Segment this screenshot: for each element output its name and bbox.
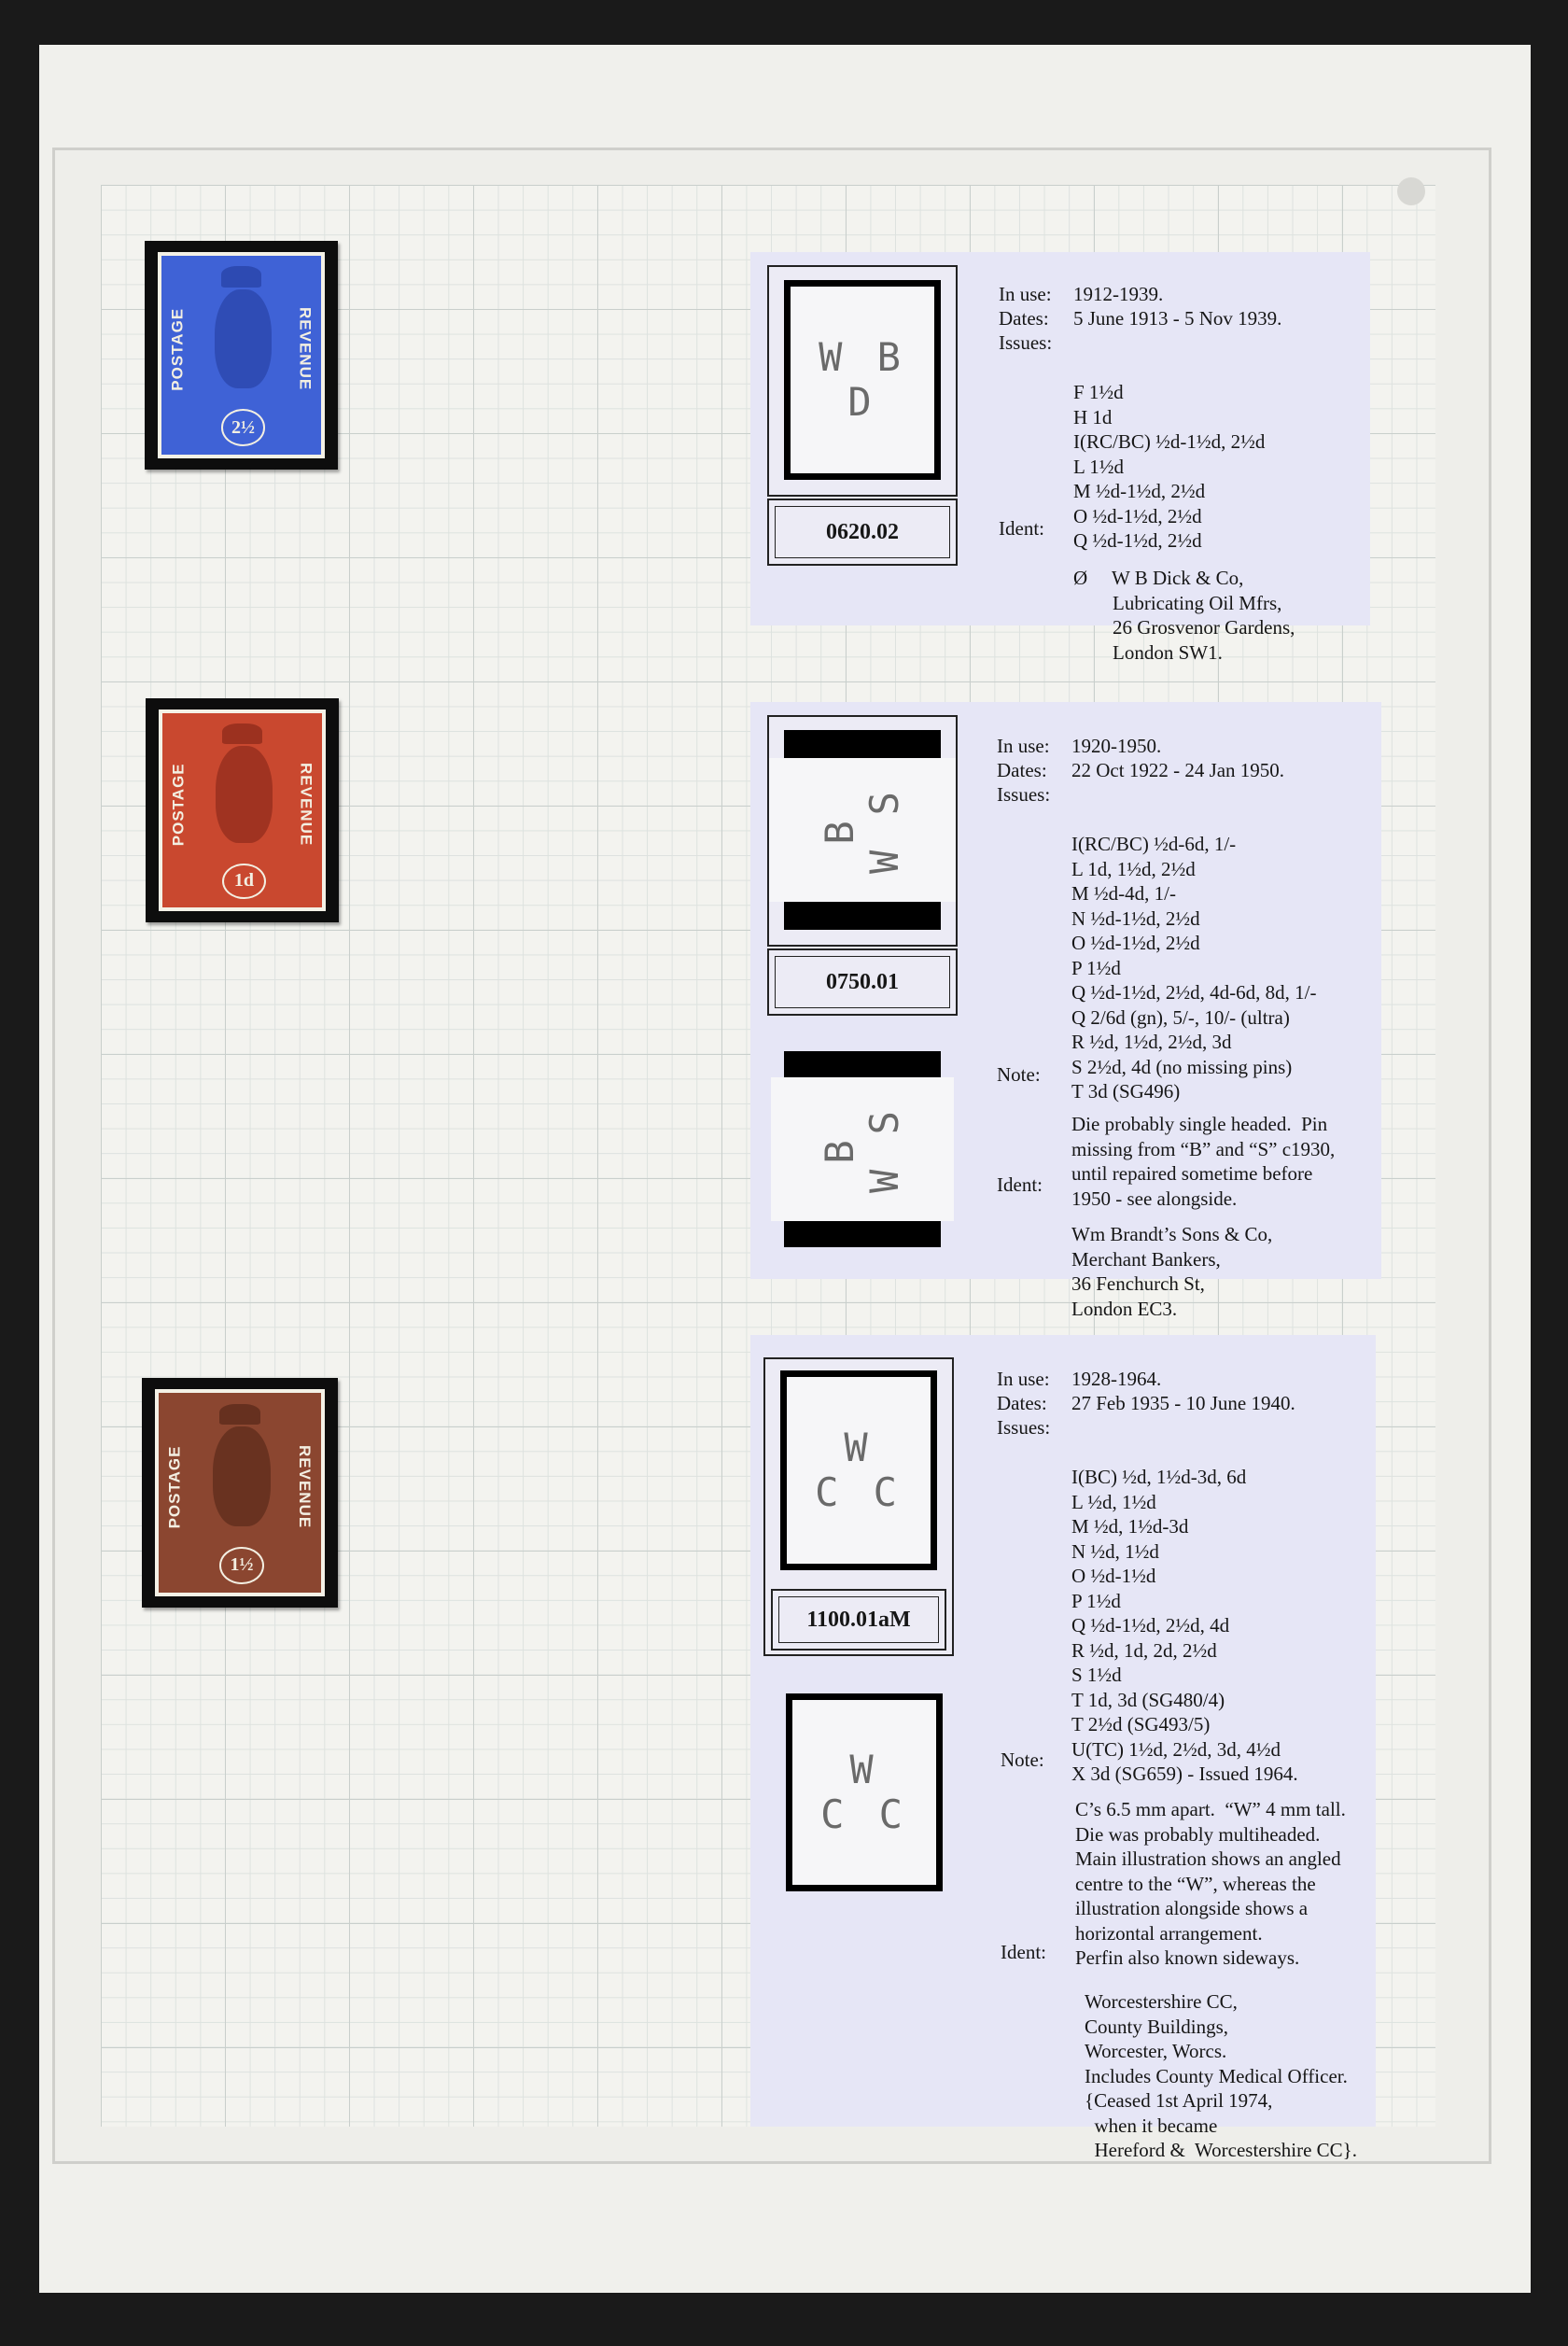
ident-text: Wm Brandt’s Sons & Co, Merchant Bankers, 36 Fenchurch St, London EC3. [1071,1223,1273,1320]
issues-label: Issues: [997,1416,1051,1439]
stamp-2 [159,709,326,911]
page-mark [1397,177,1425,205]
perfin-stamp-outline [784,730,941,930]
in-use-value: 1912-1939. [1073,283,1164,305]
king-portrait-icon [215,289,272,388]
catalogue-code: 0750.01 [826,969,899,994]
perfin-alt-illustration [786,1693,943,1891]
issues-list: I(RC/BC) ½d-6d, 1/- L 1d, 1½d, 2½d M ½d-4d, 1/- N ½d-1½d, 2½d O ½d-1½d, 2½d P 1½d Q ½d-1½d, 2½d, 4d-6d, 8d, 1/- Q 2/6d (gn), 5/-, 10/- (ultra) R ½d, 1½d, 2½d, 3d S 2½d, 4d (no missing pins) T 3d (SG496) [1071,833,1317,1103]
issues-list: F 1½d H 1d I(RC/BC) ½d-1½d, 2½d L 1½d M ½d-1½d, 2½d O ½d-1½d, 2½d Q ½d-1½d, 2½d [1073,381,1266,552]
catalogue-code-box [767,948,958,1016]
catalogue-code: 0620.02 [826,519,899,544]
perfin-card-1 [750,252,1370,664]
perfin-illustration-frame [763,1357,954,1656]
ident-label: Ident: [997,1173,1043,1196]
king-portrait-icon [216,746,273,843]
perfin-stamp-outline [784,280,941,480]
perfin-pattern: W C C [787,1377,931,1564]
king-portrait-icon [213,1426,271,1526]
dates-value: 22 Oct 1922 - 24 Jan 1950. [1071,759,1285,781]
in-use-value: 1920-1950. [1071,735,1162,757]
stamp-revenue-text: REVENUE [296,307,315,391]
in-use-value: 1928-1964. [1071,1368,1162,1390]
issues-list: I(BC) ½d, 1½d-3d, 6d L ½d, 1½d M ½d, 1½d-3d N ½d, 1½d O ½d-1½d P 1½d Q ½d-1½d, 2½d, 4d R ½d, 1d, 2d, 2½d S 1½d T 1d, 3d (SG480/4) T 2½d (SG493/5) U(TC) 1½d, 2½d, 3d, 4½d X 3d (SG659) - Issued 1964. [1071,1466,1298,1785]
note-label: Note: [997,1063,1041,1086]
in-use-label: In use: [997,735,1050,757]
perfin-illustration-frame [767,715,958,947]
ident-text: Worcestershire CC, County Buildings, Worcester, Worcs. Includes County Medical Officer. {Ceased 1st April 1974, when it became Hereford & Worcestershire CC}. [1085,1990,1358,2161]
stamp-value: 1d [222,864,266,900]
issues-label: Issues: [999,331,1053,354]
stamp-revenue-text: REVENUE [296,1444,315,1528]
stamp-postage-text: POSTAGE [169,763,188,846]
stamp-revenue-text: REVENUE [297,762,315,847]
ident-label: Ident: [999,517,1044,540]
dates-value: 5 June 1913 - 5 Nov 1939. [1073,307,1282,330]
stamp-postage-text: POSTAGE [165,1444,184,1528]
stamp-value: 2½ [221,409,265,445]
stamp-3 [155,1389,325,1596]
note-text: C’s 6.5 mm apart. “W” 4 mm tall. Die was probably multiheaded. Main illustration shows an angled centre to the “W”, whereas the illustration alongside shows a horizontal arrangement. Perfin also known sideways. [1075,1798,1346,1969]
in-use-label: In use: [999,283,1052,305]
catalogue-code: 1100.01aM [806,1607,911,1632]
ident-text: Ø W B Dick & Co, Lubricating Oil Mfrs, 26 Grosvenor Gardens, London SW1. [1073,567,1295,664]
dates-label: Dates: [997,759,1047,781]
stamp-mount-2 [146,698,339,922]
dates-label: Dates: [997,1392,1047,1414]
perfin-alt-illustration [784,1051,941,1247]
dates-value: 27 Feb 1935 - 10 June 1940. [1071,1392,1295,1414]
stamp-postage-text: POSTAGE [168,307,187,391]
dates-label: Dates: [999,307,1049,330]
note-label: Note: [1001,1749,1044,1771]
perfin-pattern-alt: W C C [792,1700,936,1885]
issues-label: Issues: [997,783,1051,806]
stamp-mount-1 [145,241,338,470]
stamp-value: 1½ [219,1547,264,1584]
perfin-card-2 [750,702,1381,1320]
perfin-pattern: W B D [791,287,934,473]
stamp-mount-3 [142,1378,338,1608]
perfin-pattern: B W S [769,758,956,902]
catalogue-code-box [767,499,958,566]
ident-label: Ident: [1001,1941,1046,1963]
in-use-label: In use: [997,1368,1050,1390]
note-text: Die probably single headed. Pin missing from “B” and “S” c1930, until repaired sometime before 1950 - see alongside. [1071,1113,1336,1210]
perfin-stamp-outline [780,1370,937,1570]
perfin-card-3 [750,1335,1376,2161]
stamp-1 [158,252,325,458]
catalogue-code-box [771,1589,946,1651]
perfin-illustration-frame [767,265,958,497]
perfin-pattern-alt: B W S [771,1077,954,1221]
